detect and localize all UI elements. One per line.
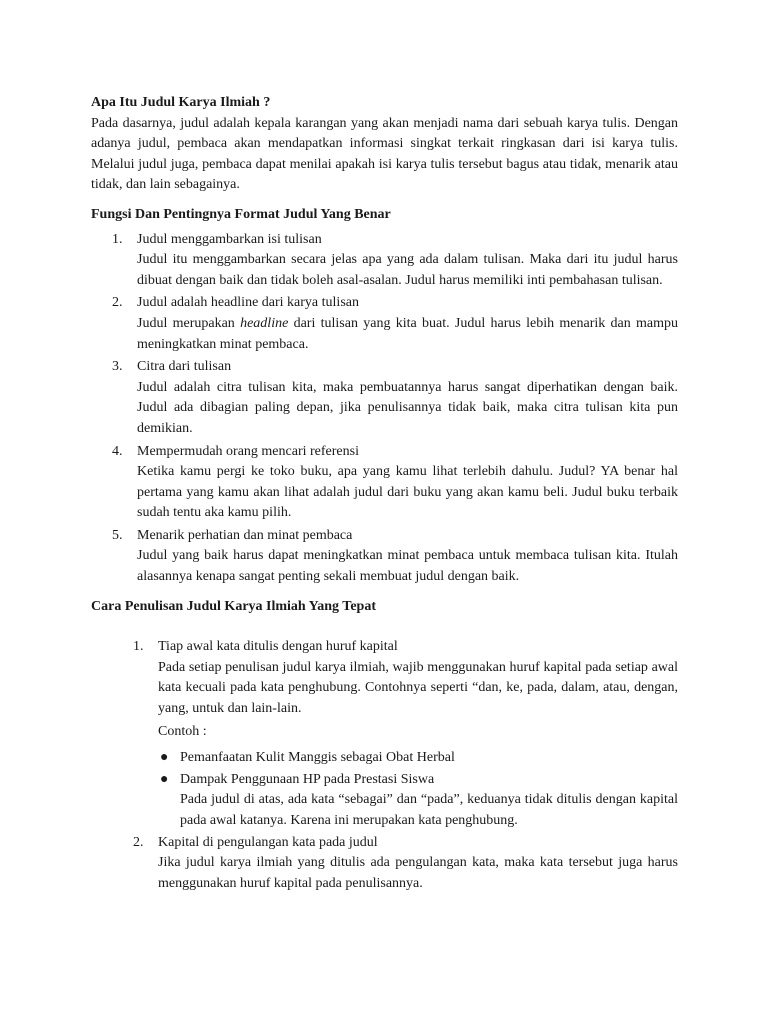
heading-apa-itu-judul: Apa Itu Judul Karya Ilmiah ? (91, 95, 271, 110)
fungsi-list (91, 230, 678, 588)
list-number: 2. (133, 834, 144, 850)
list-item-title: Judul menggambarkan isi tulisan (137, 231, 322, 247)
list-item (112, 293, 679, 355)
list-number: 2. (112, 295, 123, 311)
list-item (133, 833, 678, 895)
list-item-body: Ketika kamu pergi ke toko buku, apa yang kamu lihat terlebih dahulu. Judul? YA benar hal pertama yang kamu akan lihat adalah judul dari buku yang akan kamu beli. Judul buku terbaik sudah tentu aka kamu pilih. (137, 464, 678, 521)
list-number: 1. (112, 231, 123, 247)
bullet-text: Dampak Penggunaan HP pada Prestasi Siswa (180, 771, 435, 787)
list-item-title: Menarik perhatian dan minat pembaca (137, 527, 353, 543)
list-item-body: Pada setiap penulisan judul karya ilmiah, wajib menggunakan huruf kapital pada setiap awal kata kecuali pada kata penghubung. Contohnya seperti “dan, ke, pada, dalam, atau, dengan, yang, untuk dan lain-lain. (158, 659, 678, 717)
intro-paragraph: Pada dasarnya, judul adalah kepala karangan yang akan menjadi nama dari sebuah karya tulis. Dengan adanya judul, pembaca akan mendapatkan informasi singkat terkait ringkasan dari isi karya tulis. Melalui judul juga, pembaca dapat menilai apakah isi karya tulis tersebut bagus atau tidak, menarik atau tidak, dan lain sebagainya. (91, 115, 678, 193)
list-item-body: Judul itu menggambarkan secara jelas apa yang ada dalam tulisan. Maka dari itu judul harus dibuat dengan baik dan tidak boleh asal-asalan. Judul harus memiliki inti pembahasan tulisan. (137, 252, 678, 288)
list-item-title: Judul adalah headline dari karya tulisan (137, 295, 359, 311)
body-text-emphasis: headline (240, 315, 289, 331)
body-text-post: dari tulisan yang kita buat. Judul harus lebih menarik dan mampu meningkatkan minat pembaca. (137, 315, 679, 352)
bullet-item (160, 770, 678, 832)
list-item-title: Tiap awal kata ditulis dengan huruf kapital (158, 639, 398, 655)
list-item-body: Jika judul karya ilmiah yang ditulis ada pengulangan kata, maka kata tersebut juga harus menggunakan huruf kapital pada penulisannya. (158, 855, 678, 891)
list-item (133, 637, 678, 831)
list-number: 5. (112, 527, 123, 543)
bullet-note: Pada judul di atas, ada kata “sebagai” dan “pada”, keduanya tidak ditulis dengan kapital pada awal katanya. Karena ini merupakan kata penghubung. (180, 792, 678, 828)
bullet-dot-icon: ● (160, 750, 169, 766)
list-item-body (137, 314, 678, 355)
bullet-text: Pemanfaatan Kulit Manggis sebagai Obat Herbal (180, 750, 455, 766)
document-content (91, 93, 678, 894)
list-item (112, 230, 678, 292)
heading-fungsi-judul: Fungsi Dan Pentingnya Format Judul Yang Benar (91, 206, 391, 222)
bullet-item (160, 748, 678, 769)
list-item (112, 357, 678, 439)
list-item-body: Judul yang baik harus dapat meningkatkan minat pembaca untuk membaca tulisan kita. Itulah alasannya kenapa sangat penting sekali membuat judul dengan baik. (137, 548, 678, 585)
heading-cara-penulisan: Cara Penulisan Judul Karya Ilmiah Yang Tepat (91, 598, 376, 614)
list-item-title: Kapital di pengulangan kata pada judul (158, 834, 378, 850)
list-number: 3. (112, 359, 123, 375)
list-item-body: Judul adalah citra tulisan kita, maka pembuatannya harus sangat diperhatikan dengan baik. Judul ada dibagian paling depan, jika penulisannya tidak baik, maka citra tulisan kita pun demikian. (137, 379, 678, 436)
list-item (112, 442, 678, 524)
list-number: 1. (133, 639, 144, 655)
contoh-bullet-list (158, 748, 678, 831)
list-item-title: Citra dari tulisan (137, 359, 232, 375)
body-text-pre: Judul merupakan (137, 315, 241, 331)
list-number: 4. (112, 443, 123, 459)
list-item (112, 526, 678, 588)
cara-list (91, 637, 678, 894)
contoh-label: Contoh : (158, 723, 207, 739)
list-item-title: Mempermudah orang mencari referensi (137, 443, 359, 459)
bullet-dot-icon: ● (160, 771, 169, 787)
